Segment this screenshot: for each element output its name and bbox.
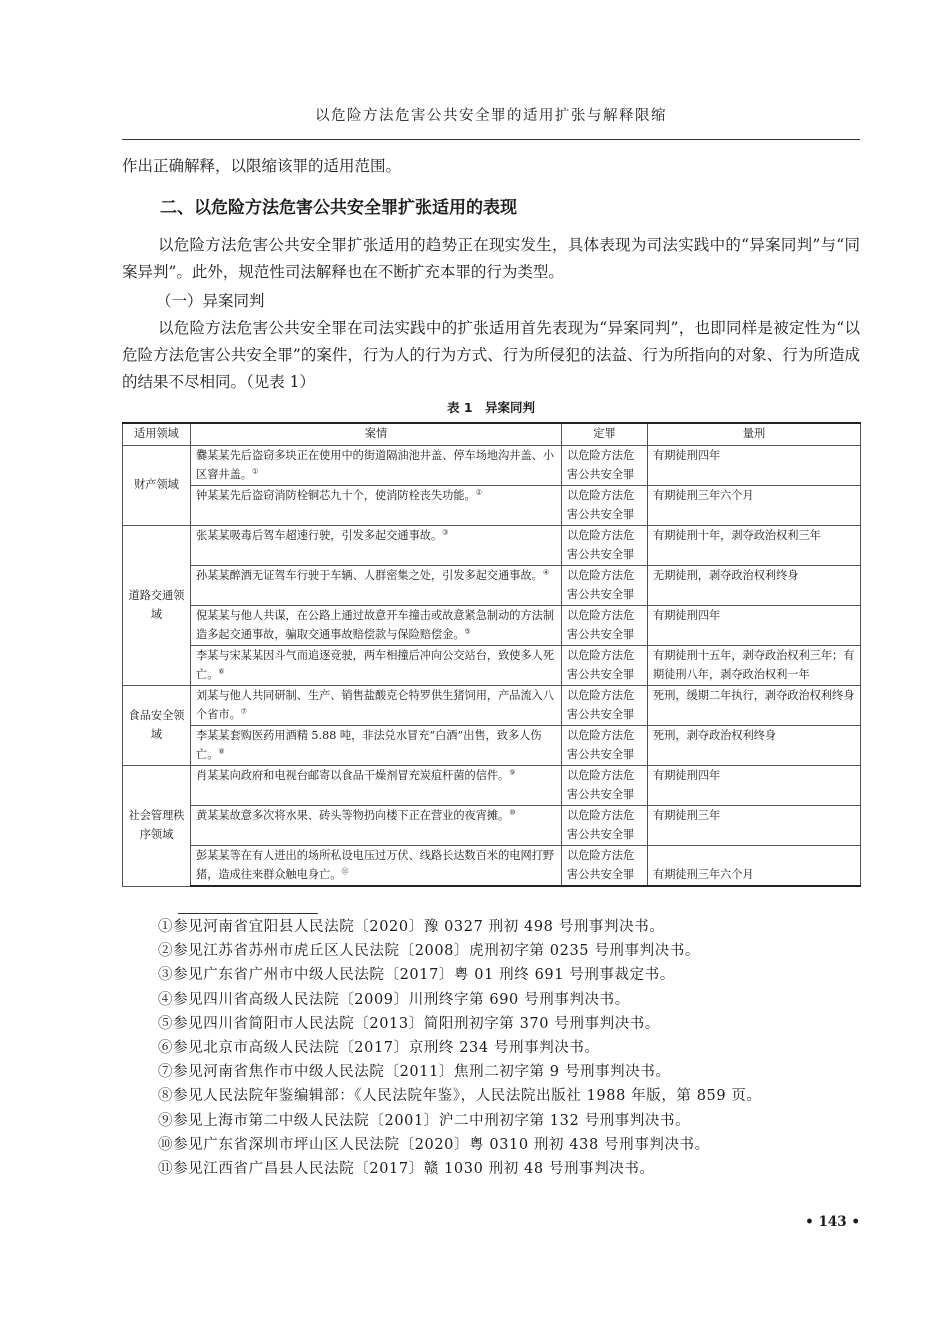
footnote-rule xyxy=(178,913,318,914)
facts-cell: 钟某某先后盗窃消防栓铜芯九十个，使消防栓丧失功能。② xyxy=(191,486,562,526)
charge-cell: 以危险方法危害公共安全罪 xyxy=(562,846,648,887)
sentence-cell: 死刑，缓期二年执行，剥夺政治权利终身 xyxy=(648,686,861,726)
charge-cell: 以危险方法危害公共安全罪 xyxy=(562,726,648,766)
sentence-cell: 有期徒刑四年 xyxy=(648,766,861,806)
paragraph-intro: 以危险方法危害公共安全罪扩张适用的趋势正在现实发生，具体表现为司法实践中的“异案同判”与“同案异判”。此外，规范性司法解释也在不断扩充本罪的行为类型。 xyxy=(122,236,860,281)
sentence-cell: 有期徒刑三年六个月 xyxy=(648,846,861,887)
running-head: 以危险方法危害公共安全罪的适用扩张与解释限缩 xyxy=(315,108,667,124)
charge-cell: 以危险方法危害公共安全罪 xyxy=(562,486,648,526)
paragraph-continuation: 作出正确解释，以限缩该罪的适用范围。 xyxy=(122,157,402,175)
footnote: ⑨参见上海市第二中级人民法院〔2001〕沪二中刑初字第 132 号刑事判决书。 xyxy=(158,1112,691,1129)
facts-cell: 黄某某故意多次将水果、砖头等物扔向楼下正在营业的夜宵摊。⑩ xyxy=(191,806,562,846)
footnote: ⑤参见四川省简阳市人民法院〔2013〕简阳刑初字第 370 号刑事判决书。 xyxy=(158,1015,660,1032)
charge-cell: 以危险方法危害公共安全罪 xyxy=(562,646,648,686)
footnote: ④参见四川省高级人民法院〔2009〕川刑终字第 690 号刑事判决书。 xyxy=(158,991,630,1008)
domain-cell: 道路交通领域 xyxy=(123,526,191,686)
charge-cell: 以危险方法危害公共安全罪 xyxy=(562,606,648,646)
table-row xyxy=(123,446,861,486)
facts-cell: 爨某某先后盗窃多块正在使用中的街道隔油池井盖、停车场地沟井盖、小区窨井盖。① xyxy=(191,446,562,486)
sentence-cell: 死刑，剥夺政治权利终身 xyxy=(648,726,861,766)
footnote: ⑦参见河南省焦作市中级人民法院〔2011〕焦刑二初字第 9 号刑事判决书。 xyxy=(158,1064,671,1081)
facts-cell: 张某某吸毒后驾车超速行驶，引发多起交通事故。③ xyxy=(191,526,562,566)
footnote-list xyxy=(158,915,858,1181)
facts-cell: 孙某某醉酒无证驾车行驶于车辆、人群密集之处，引发多起交通事故。④ xyxy=(191,566,562,606)
sentence-cell: 有期徒刑四年 xyxy=(648,606,861,646)
header-facts: 案情 xyxy=(191,423,562,446)
sentence-cell: 有期徒刑三年 xyxy=(648,806,861,846)
header-rule xyxy=(122,139,860,140)
subsection-title: （一）异案同判 xyxy=(156,292,265,310)
facts-cell: 李某与宋某某因斗气而追逐竞驶，两车相撞后冲向公交站台，致使多人死亡。⑥ xyxy=(191,646,562,686)
sentence-cell: 有期徒刑三年六个月 xyxy=(648,486,861,526)
facts-cell: 肖某某向政府和电视台邮寄以食品干燥剂冒充炭疽杆菌的信件。⑨ xyxy=(191,766,562,806)
header-sentence: 量刑 xyxy=(648,423,861,446)
table-caption: 表 1 异案同判 xyxy=(446,400,536,415)
facts-cell: 刘某与他人共同研制、生产、销售盐酸克仑特罗供生猪饲用，产品流入八个省市。⑦ xyxy=(191,686,562,726)
sentence-cell: 无期徒刑，剥夺政治权利终身 xyxy=(648,566,861,606)
table-row xyxy=(123,806,861,846)
table-row xyxy=(123,486,861,526)
paragraph-body: 以危险方法危害公共安全罪在司法实践中的扩张适用首先表现为“异案同判”，也即同样是被定性为“以危险方法危害公共安全罪”的案件，行为人的行为方式、行为所侵犯的法益、行为所指向的对象、行为所造成的结果不尽相同。（见表 1） xyxy=(122,319,860,391)
footnote: ⑪参见江西省广昌县人民法院〔2017〕赣 1030 刑初 48 号刑事判决书。 xyxy=(158,1161,655,1178)
table-row xyxy=(123,566,861,606)
sentence-cell: 有期徒刑十五年，剥夺政治权利三年；有期徒刑八年，剥夺政治权利一年 xyxy=(648,646,861,686)
footnote: ⑥参见北京市高级人民法院〔2017〕京刑终 234 号刑事判决书。 xyxy=(158,1040,600,1057)
domain-cell: 食品安全领域 xyxy=(123,686,191,766)
table-row xyxy=(123,766,861,806)
footnote: ③参见广东省广州市中级人民法院〔2017〕粤 01 刑终 691 号刑事裁定书。 xyxy=(158,967,675,984)
sentence-cell: 有期徒刑十年，剥夺政治权利三年 xyxy=(648,526,861,566)
page-number: • 143 • xyxy=(805,1214,860,1230)
domain-cell: 社会管理秩序领域 xyxy=(123,766,191,887)
charge-cell: 以危险方法危害公共安全罪 xyxy=(562,766,648,806)
charge-cell: 以危险方法危害公共安全罪 xyxy=(562,566,648,606)
footnote: ⑩参见广东省深圳市坪山区人民法院〔2020〕粤 0310 刑初 438 号刑事判决书。 xyxy=(158,1136,710,1153)
charge-cell: 以危险方法危害公共安全罪 xyxy=(562,806,648,846)
charge-cell: 以危险方法危害公共安全罪 xyxy=(562,526,648,566)
table-row xyxy=(123,686,861,726)
facts-cell: 倪某某与他人共谋，在公路上通过故意开车撞击或故意紧急制动的方法制造多起交通事故，骗取交通事故赔偿款与保险赔偿金。⑤ xyxy=(191,606,562,646)
header-domain: 适用领域 xyxy=(123,423,191,446)
footnote: ①参见河南省宜阳县人民法院〔2020〕豫 0327 刑初 498 号刑事判决书。 xyxy=(158,919,665,935)
table-row xyxy=(123,606,861,646)
charge-cell: 以危险方法危害公共安全罪 xyxy=(562,446,648,486)
section-title: 二、以危险方法危害公共安全罪扩张适用的表现 xyxy=(160,198,517,218)
footnote: ②参见江苏省苏州市虎丘区人民法院〔2008〕虎刑初字第 0235 号刑事判决书。 xyxy=(158,943,701,960)
table-row xyxy=(123,726,861,766)
footnote: ⑧参见人民法院年鉴编辑部：《人民法院年鉴》，人民法院出版社 1988 年版，第 859 页。 xyxy=(158,1088,762,1105)
table-row xyxy=(123,526,861,566)
table-row xyxy=(123,646,861,686)
case-table xyxy=(122,422,861,887)
table-header-row xyxy=(123,423,861,446)
header-charge: 定罪 xyxy=(562,423,648,446)
charge-cell: 以危险方法危害公共安全罪 xyxy=(562,686,648,726)
facts-cell: 彭某某等在有人进出的场所私设电压过万伏、线路长达数百米的电网打野猪，造成往来群众触电身亡。⑪ xyxy=(191,846,562,887)
table-row xyxy=(123,846,861,887)
facts-cell: 李某某套购医药用酒精 5.88 吨，非法兑水冒充“白酒”出售，致多人伤亡。⑧ xyxy=(191,726,562,766)
domain-cell: 财产领域 xyxy=(123,446,191,526)
sentence-cell: 有期徒刑四年 xyxy=(648,446,861,486)
